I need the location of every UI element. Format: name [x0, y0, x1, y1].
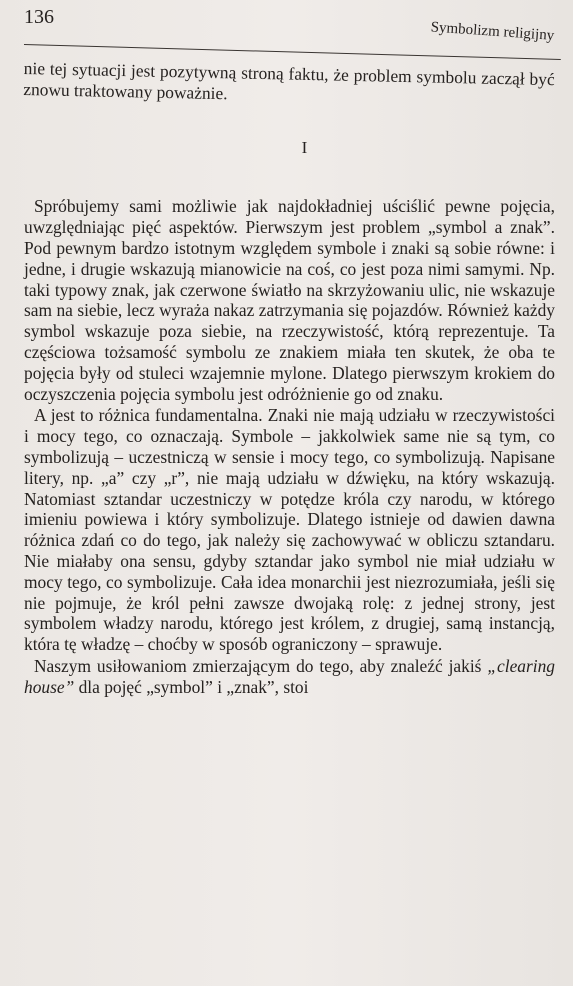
running-title: Symbolizm religijny	[430, 19, 555, 44]
last-paragraph-start: Naszym usiłowaniom zmierzającym do tego, aby znaleźć jakiś	[34, 655, 488, 676]
page-number: 136	[24, 6, 54, 28]
italic-phrase: „clearing house”	[24, 655, 555, 697]
intro-paragraph: nie tej sytuacji jest pozytywną stroną faktu, że problem symbolu zaczął być znowu traktowany poważnie.	[23, 58, 555, 104]
last-paragraph-end: dla pojęć „symbol” i „znak”, stoi	[74, 676, 309, 697]
paragraph-block	[24, 196, 555, 697]
body-text	[24, 58, 555, 698]
last-paragraph	[24, 656, 555, 698]
paragraph: A jest to różnica fundamentalna. Znaki nie mają udziału w rzeczywistości i mocy tego, co oznaczają. Symbole – jakkolwiek same nie są tym, co symbolizują – uczestniczą w sensie i mocy tego, co symbolizują. Napisane litery, np. „a” czy „r”, nie mają udziału w dźwięku, na który wskazują. Natomiast sztandar uczestniczy w potędze króla czy narodu, w którego imieniu powiewa i który symbolizuje. Dlatego istnieje od dawien dawna różnica zdań co do tego, jak należy się zachowywać w obliczu sztandaru. Nie miałaby ona sensu, gdyby sztandar jako symbol nie miał udziału w mocy tego, co symbolizuje. Cała idea monarchii jest niezrozumiała, jeśli się nie pojmuje, że król pełni zawsze dwojaką rolę: z jednej strony, jest symbolem władzy narodu, którego jest królem, z drugiej, samą instancją, która tę władzę – choćby w sposób ograniczony – sprawuje.	[24, 405, 555, 655]
page-header	[24, 6, 555, 52]
paragraph: Spróbujemy sami możliwie jak najdokładniej uściślić pewne pojęcia, uwzględniając pięć aspektów. Pierwszym jest problem „symbol a znak”. Pod pewnym bardzo istotnym względem symbole i znaki są sobie równe: i jedne, i drugie wskazują mianowicie na coś, co jest poza nimi samymi. Np. taki typowy znak, jak czerwone światło na skrzyżowaniu ulic, nie wskazuje sam na siebie, lecz wyraża nakaz zatrzymania się pojazdów. Również każdy symbol wskazuje poza siebie, na rzeczywistość, którą reprezentuje. Ta częściowa tożsamość symbolu ze znakiem miała ten skutek, że oba te pojęcia były od stuleci wzajemnie mylone. Dlatego pierwszym krokiem do oczyszczenia pojęcia symbolu jest odróżnienie go od znaku.	[24, 196, 555, 404]
section-numeral: I	[301, 137, 308, 157]
